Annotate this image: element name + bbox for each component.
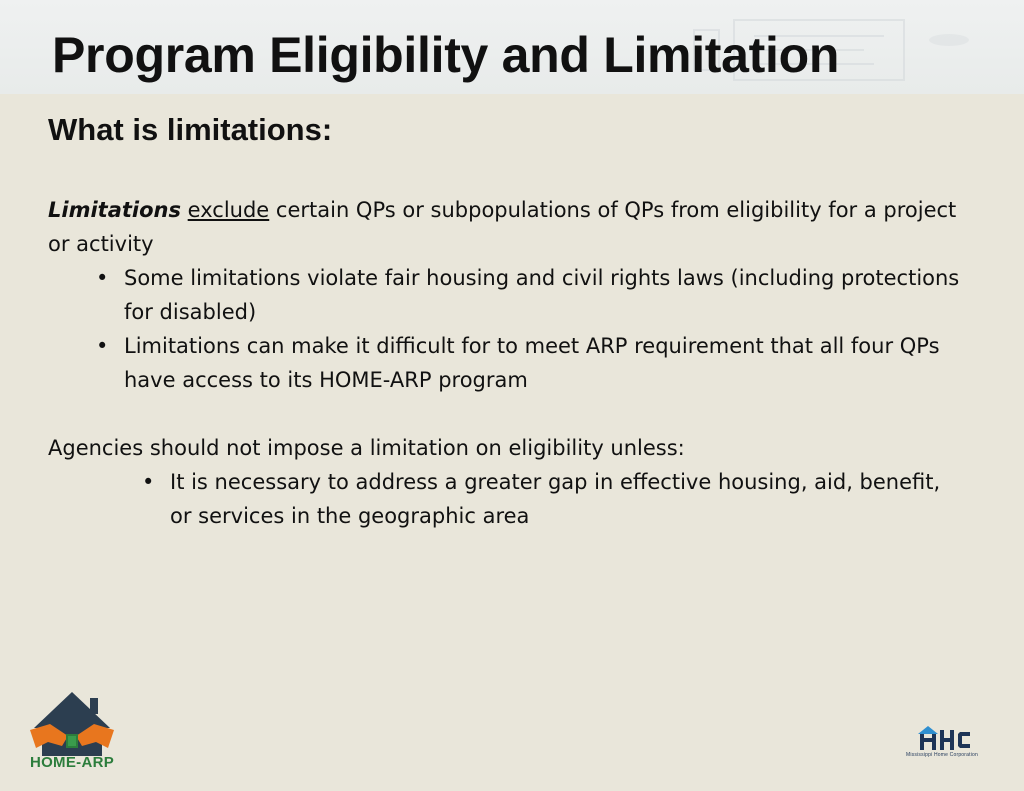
list-item: • Limitations can make it difficult for to meet ARP requirement that all four QPs have access to its HOME-ARP program (48, 329, 968, 397)
agencies-paragraph: Agencies should not impose a limitation on eligibility unless: (48, 436, 685, 460)
definition-paragraph (48, 193, 968, 261)
slide-title: Program Eligibility and Limitation (52, 27, 840, 83)
definition-verb: exclude (187, 198, 270, 222)
definition-rest: certain QPs or subpopulations of QPs from eligibility for a project or activity (48, 198, 957, 256)
limitations-bullet-list (48, 261, 968, 397)
slide-subtitle: What is limitations: (48, 112, 333, 147)
list-item: • Some limitations violate fair housing and civil rights laws (including protections for disabled) (48, 261, 968, 329)
slide-body (48, 193, 968, 533)
list-item: • It is necessary to address a greater gap in effective housing, aid, benefit, or services in the geographic area (48, 465, 968, 533)
definition-term: Limitations (48, 198, 181, 222)
agencies-bullet-list (48, 465, 968, 533)
spacer (48, 397, 968, 431)
mhc-logo (916, 724, 972, 752)
mhc-logo-text: Mississippi Home Corporation (905, 752, 978, 758)
home-arp-logo-text: HOME-ARP (29, 754, 115, 771)
